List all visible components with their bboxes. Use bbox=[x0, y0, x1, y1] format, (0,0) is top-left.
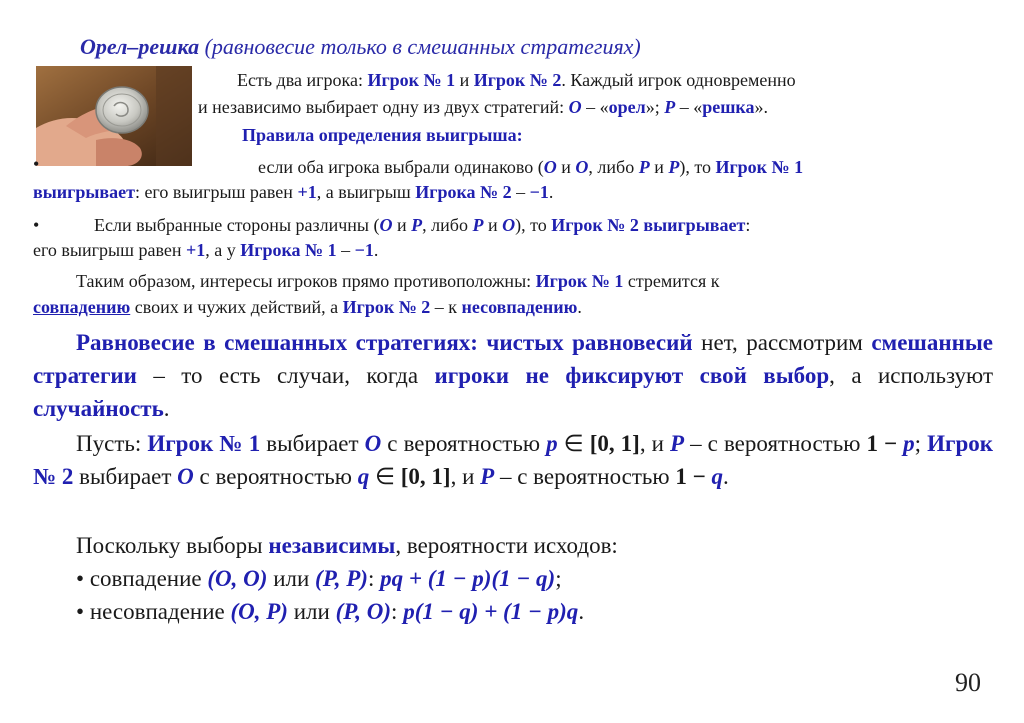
rule-2-line-1 bbox=[94, 213, 750, 237]
symbol-p: Р bbox=[480, 464, 495, 489]
one-minus: 1 − bbox=[675, 464, 712, 489]
mixed-strategies-term: смешанные стратегии bbox=[33, 330, 993, 388]
slide-title bbox=[80, 34, 641, 60]
rule-text: Если выбранные стороны различны ( bbox=[94, 215, 380, 235]
outcome-pair: (Р, О) bbox=[335, 599, 392, 624]
intro-text: . Каждый игрок одновременно bbox=[561, 70, 796, 90]
page-number: 90 bbox=[955, 668, 981, 697]
symbol-q-prob: q bbox=[357, 464, 370, 489]
player-1-label: Игрок № 1 bbox=[367, 70, 456, 90]
outcome-pair: (О, Р) bbox=[230, 599, 288, 624]
player-2-label: Игрока № 2 bbox=[415, 182, 512, 202]
symbol-q-prob: q bbox=[711, 464, 723, 489]
bullet-icon: • bbox=[33, 215, 40, 235]
rule-text: : его выигрыш равен bbox=[134, 182, 298, 202]
bullet-icon: • bbox=[76, 566, 85, 591]
paragraph-text: Пусть: bbox=[76, 431, 148, 456]
player-2-label: Игрок № 2 bbox=[33, 431, 994, 489]
summary-text: своих и чужих действий, а bbox=[130, 297, 343, 317]
one-minus: 1 − bbox=[866, 431, 904, 456]
rule-text: – bbox=[336, 240, 355, 260]
rule-text: если оба игрока выбрали одинаково ( bbox=[258, 157, 544, 177]
outcome-text: : bbox=[367, 566, 381, 591]
paragraph-text: выбирает bbox=[73, 464, 178, 489]
intro-line-2 bbox=[198, 95, 768, 119]
since-line bbox=[76, 529, 618, 562]
symbol-o: О bbox=[575, 157, 589, 177]
equilibrium-heading: Равновесие в смешанных стратегиях: чистых равновесий bbox=[76, 330, 693, 355]
player-2-label: Игрок № 2 bbox=[473, 70, 562, 90]
paragraph-text: , а используют bbox=[829, 363, 993, 388]
intro-text: – « bbox=[581, 97, 609, 117]
rule-text: и bbox=[649, 157, 669, 177]
paragraph-text: выбирает bbox=[260, 431, 365, 456]
summary-text: . bbox=[577, 297, 582, 317]
player-2-label: Игрок № 2 bbox=[342, 297, 431, 317]
rule-text: и bbox=[483, 215, 503, 235]
paragraph-text: с вероятностью bbox=[193, 464, 358, 489]
summary-text: Таким образом, интересы игроков прямо противоположны: bbox=[76, 271, 536, 291]
rule-2-line-2 bbox=[33, 238, 378, 262]
summary-text: стремится к bbox=[623, 271, 720, 291]
rule-text: ), то bbox=[679, 157, 716, 177]
probabilities-paragraph bbox=[33, 427, 993, 493]
interval-0-1: [0, 1] bbox=[589, 431, 640, 456]
strategy-o-symbol: О bbox=[568, 97, 582, 117]
payoff-minus-one: −1 bbox=[529, 182, 549, 202]
strategy-p-symbol: Р bbox=[664, 97, 676, 117]
player-1-label: Игрок № 1 bbox=[147, 431, 261, 456]
rule-text: его выигрыш равен bbox=[33, 240, 186, 260]
paragraph-text: с вероятностью bbox=[381, 431, 547, 456]
symbol-p: Р bbox=[668, 157, 680, 177]
interval-0-1: [0, 1] bbox=[400, 464, 451, 489]
paragraph-text: Поскольку выборы bbox=[76, 533, 269, 558]
payoff-plus-one: +1 bbox=[186, 240, 206, 260]
rule-text: и bbox=[392, 215, 412, 235]
intro-text: и независимо выбирает одну из двух стратегий: bbox=[198, 97, 569, 117]
intro-text: Есть два игрока: bbox=[237, 70, 368, 90]
symbol-o: О bbox=[379, 215, 393, 235]
strategy-heads-word: орел bbox=[608, 97, 646, 117]
player-1-label: Игрок № 1 bbox=[535, 271, 624, 291]
mismatch-probability-formula: p(1 − q) + (1 − p)q bbox=[403, 599, 579, 624]
symbol-p: Р bbox=[638, 157, 650, 177]
rules-heading: Правила определения выигрыша: bbox=[242, 125, 523, 145]
intro-text: »; bbox=[645, 97, 665, 117]
rule-text: , а у bbox=[205, 240, 241, 260]
rule-text: – bbox=[511, 182, 530, 202]
outcome-text: . bbox=[578, 599, 585, 624]
outcome-text: ; bbox=[555, 566, 562, 591]
element-of-symbol: ∈ bbox=[557, 431, 590, 456]
paragraph-text: – с вероятностью bbox=[494, 464, 676, 489]
rule-text: , а выигрыш bbox=[316, 182, 416, 202]
paragraph-text: – то есть случаи, когда bbox=[136, 363, 435, 388]
rule-text: и bbox=[556, 157, 576, 177]
symbol-p-prob: p bbox=[546, 431, 558, 456]
title-sub: (равновесие только в смешанных стратегиях) bbox=[204, 34, 641, 59]
rule-1-line-2 bbox=[33, 180, 553, 204]
payoff-plus-one: +1 bbox=[297, 182, 317, 202]
mismatch-word: несовпадению bbox=[461, 297, 578, 317]
equilibrium-paragraph bbox=[33, 326, 993, 425]
symbol-o: О bbox=[364, 431, 382, 456]
rule-text: , либо bbox=[588, 157, 639, 177]
summary-line-1 bbox=[76, 269, 720, 293]
coincidence-word: совпадению bbox=[33, 297, 131, 317]
paragraph-text: – с вероятностью bbox=[684, 431, 867, 456]
intro-text: и bbox=[455, 70, 474, 90]
bullet-icon: • bbox=[76, 599, 85, 624]
rule-text: . bbox=[548, 182, 554, 202]
rule-text: , либо bbox=[422, 215, 473, 235]
outcome-text: несовпадение bbox=[84, 599, 231, 624]
match-probability-formula: pq + (1 − p)(1 − q) bbox=[380, 566, 556, 591]
symbol-p: Р bbox=[670, 431, 685, 456]
player-2-wins-label: Игрок № 2 выигрывает bbox=[551, 215, 746, 235]
outcome-pair: (О, О) bbox=[207, 566, 268, 591]
match-outcome-item bbox=[76, 562, 562, 595]
paragraph-text: . bbox=[163, 396, 170, 421]
intro-line-1 bbox=[237, 68, 796, 92]
wins-word: выигрывает bbox=[33, 182, 135, 202]
paragraph-text: , и bbox=[450, 464, 481, 489]
outcome-text: совпадение bbox=[84, 566, 208, 591]
bullet-icon: • bbox=[33, 154, 40, 174]
outcome-text: или bbox=[287, 599, 336, 624]
paragraph-text: нет, рассмотрим bbox=[692, 330, 872, 355]
player-1-label: Игрок № 1 bbox=[715, 157, 804, 177]
symbol-p: Р bbox=[411, 215, 423, 235]
paragraph-text: , и bbox=[639, 431, 671, 456]
coin-in-hand-photo bbox=[36, 66, 192, 166]
rule-1-line-1 bbox=[258, 155, 803, 179]
randomness-term: случайность bbox=[33, 396, 164, 421]
summary-line-2 bbox=[33, 295, 582, 319]
intro-text: – « bbox=[675, 97, 703, 117]
title-main: Орел–решка bbox=[80, 34, 200, 59]
payoff-minus-one: −1 bbox=[354, 240, 374, 260]
paragraph-text: . bbox=[722, 464, 729, 489]
symbol-p-prob: p bbox=[903, 431, 915, 456]
summary-text: – к bbox=[430, 297, 462, 317]
intro-text: ». bbox=[754, 97, 769, 117]
rule-text: : bbox=[745, 215, 751, 235]
strategy-tails-word: решка bbox=[702, 97, 755, 117]
symbol-o: О bbox=[177, 464, 194, 489]
paragraph-text: , вероятности исходов: bbox=[395, 533, 618, 558]
outcome-text: или bbox=[267, 566, 316, 591]
mismatch-outcome-item bbox=[76, 595, 584, 628]
coin-photo-illustration bbox=[36, 66, 192, 166]
symbol-o: О bbox=[543, 157, 557, 177]
paragraph-text: ; bbox=[914, 431, 928, 456]
rule-text: ), то bbox=[515, 215, 552, 235]
symbol-p: Р bbox=[472, 215, 484, 235]
players-dont-fix-term: игроки не фиксируют свой выбор bbox=[434, 363, 830, 388]
outcome-pair: (Р, Р) bbox=[315, 566, 368, 591]
element-of-symbol: ∈ bbox=[369, 464, 401, 489]
symbol-o: О bbox=[502, 215, 516, 235]
rule-text: . bbox=[373, 240, 379, 260]
player-1-label: Игрока № 1 bbox=[240, 240, 337, 260]
outcome-text: : bbox=[391, 599, 404, 624]
independent-term: независимы bbox=[268, 533, 396, 558]
